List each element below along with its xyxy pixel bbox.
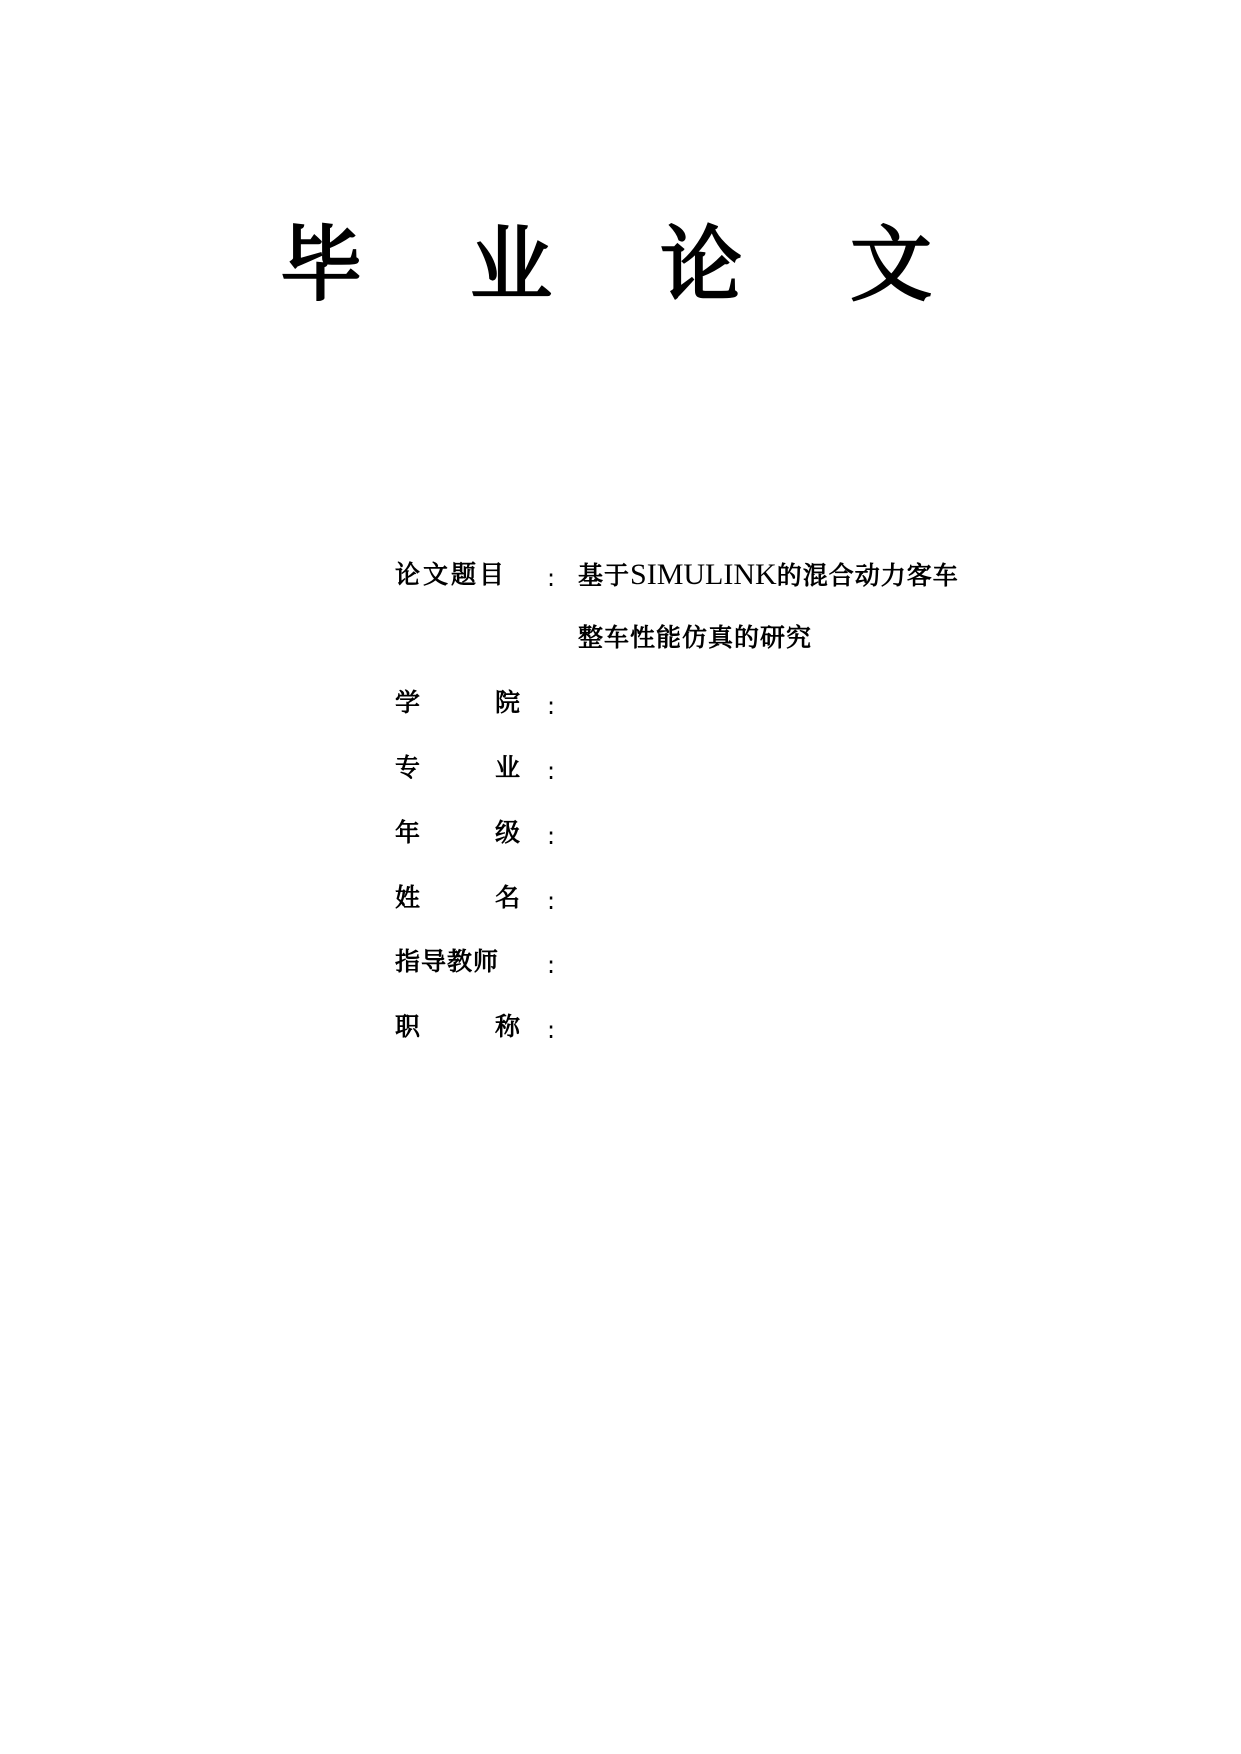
field-label-college-2: 院 [495,688,521,717]
field-colon-name: : [547,887,556,915]
field-row-major [0,748,1241,788]
field-colon-advisor: : [547,951,556,979]
field-label-name-2: 名 [495,883,521,912]
field-colon-topic: : [547,564,556,592]
field-row-college [0,683,1241,723]
field-label-major-2: 业 [495,753,521,782]
field-row-name [0,878,1241,918]
field-colon-major: : [547,757,556,785]
field-row-advisor [0,942,1241,982]
topic-text-post: 的混合动力客车 [776,561,959,590]
main-title-char-2: 业 [470,217,553,313]
main-title [0,215,1241,315]
field-colon-college: : [547,692,556,720]
field-label-title-rank-2: 称 [495,1012,521,1041]
field-label-grade-2: 级 [495,818,521,847]
field-row-grade [0,813,1241,853]
field-label-name-1: 姓 [395,883,421,912]
main-title-char-4: 文 [850,217,933,313]
field-label-college-1: 学 [395,688,421,717]
field-value-topic-line2: 整车性能仿真的研究 [578,623,813,652]
field-label-topic: 论文题目 [395,560,508,589]
field-row-topic-continued [0,618,1241,658]
field-row-title-rank [0,1007,1241,1047]
field-row-topic [0,555,1241,595]
field-value-topic-line1 [578,555,959,596]
topic-text-pre: 基于 [578,561,631,590]
topic-text-latin: SIMULINK [630,558,777,591]
field-colon-title-rank: : [547,1016,556,1044]
field-label-title-rank-1: 职 [395,1012,421,1041]
main-title-char-3: 论 [660,217,743,313]
field-label-grade-1: 年 [395,818,421,847]
main-title-char-1: 毕 [280,217,363,313]
field-colon-grade: : [547,822,556,850]
field-label-advisor: 指导教师 [395,947,500,976]
field-label-major-1: 专 [395,753,421,782]
